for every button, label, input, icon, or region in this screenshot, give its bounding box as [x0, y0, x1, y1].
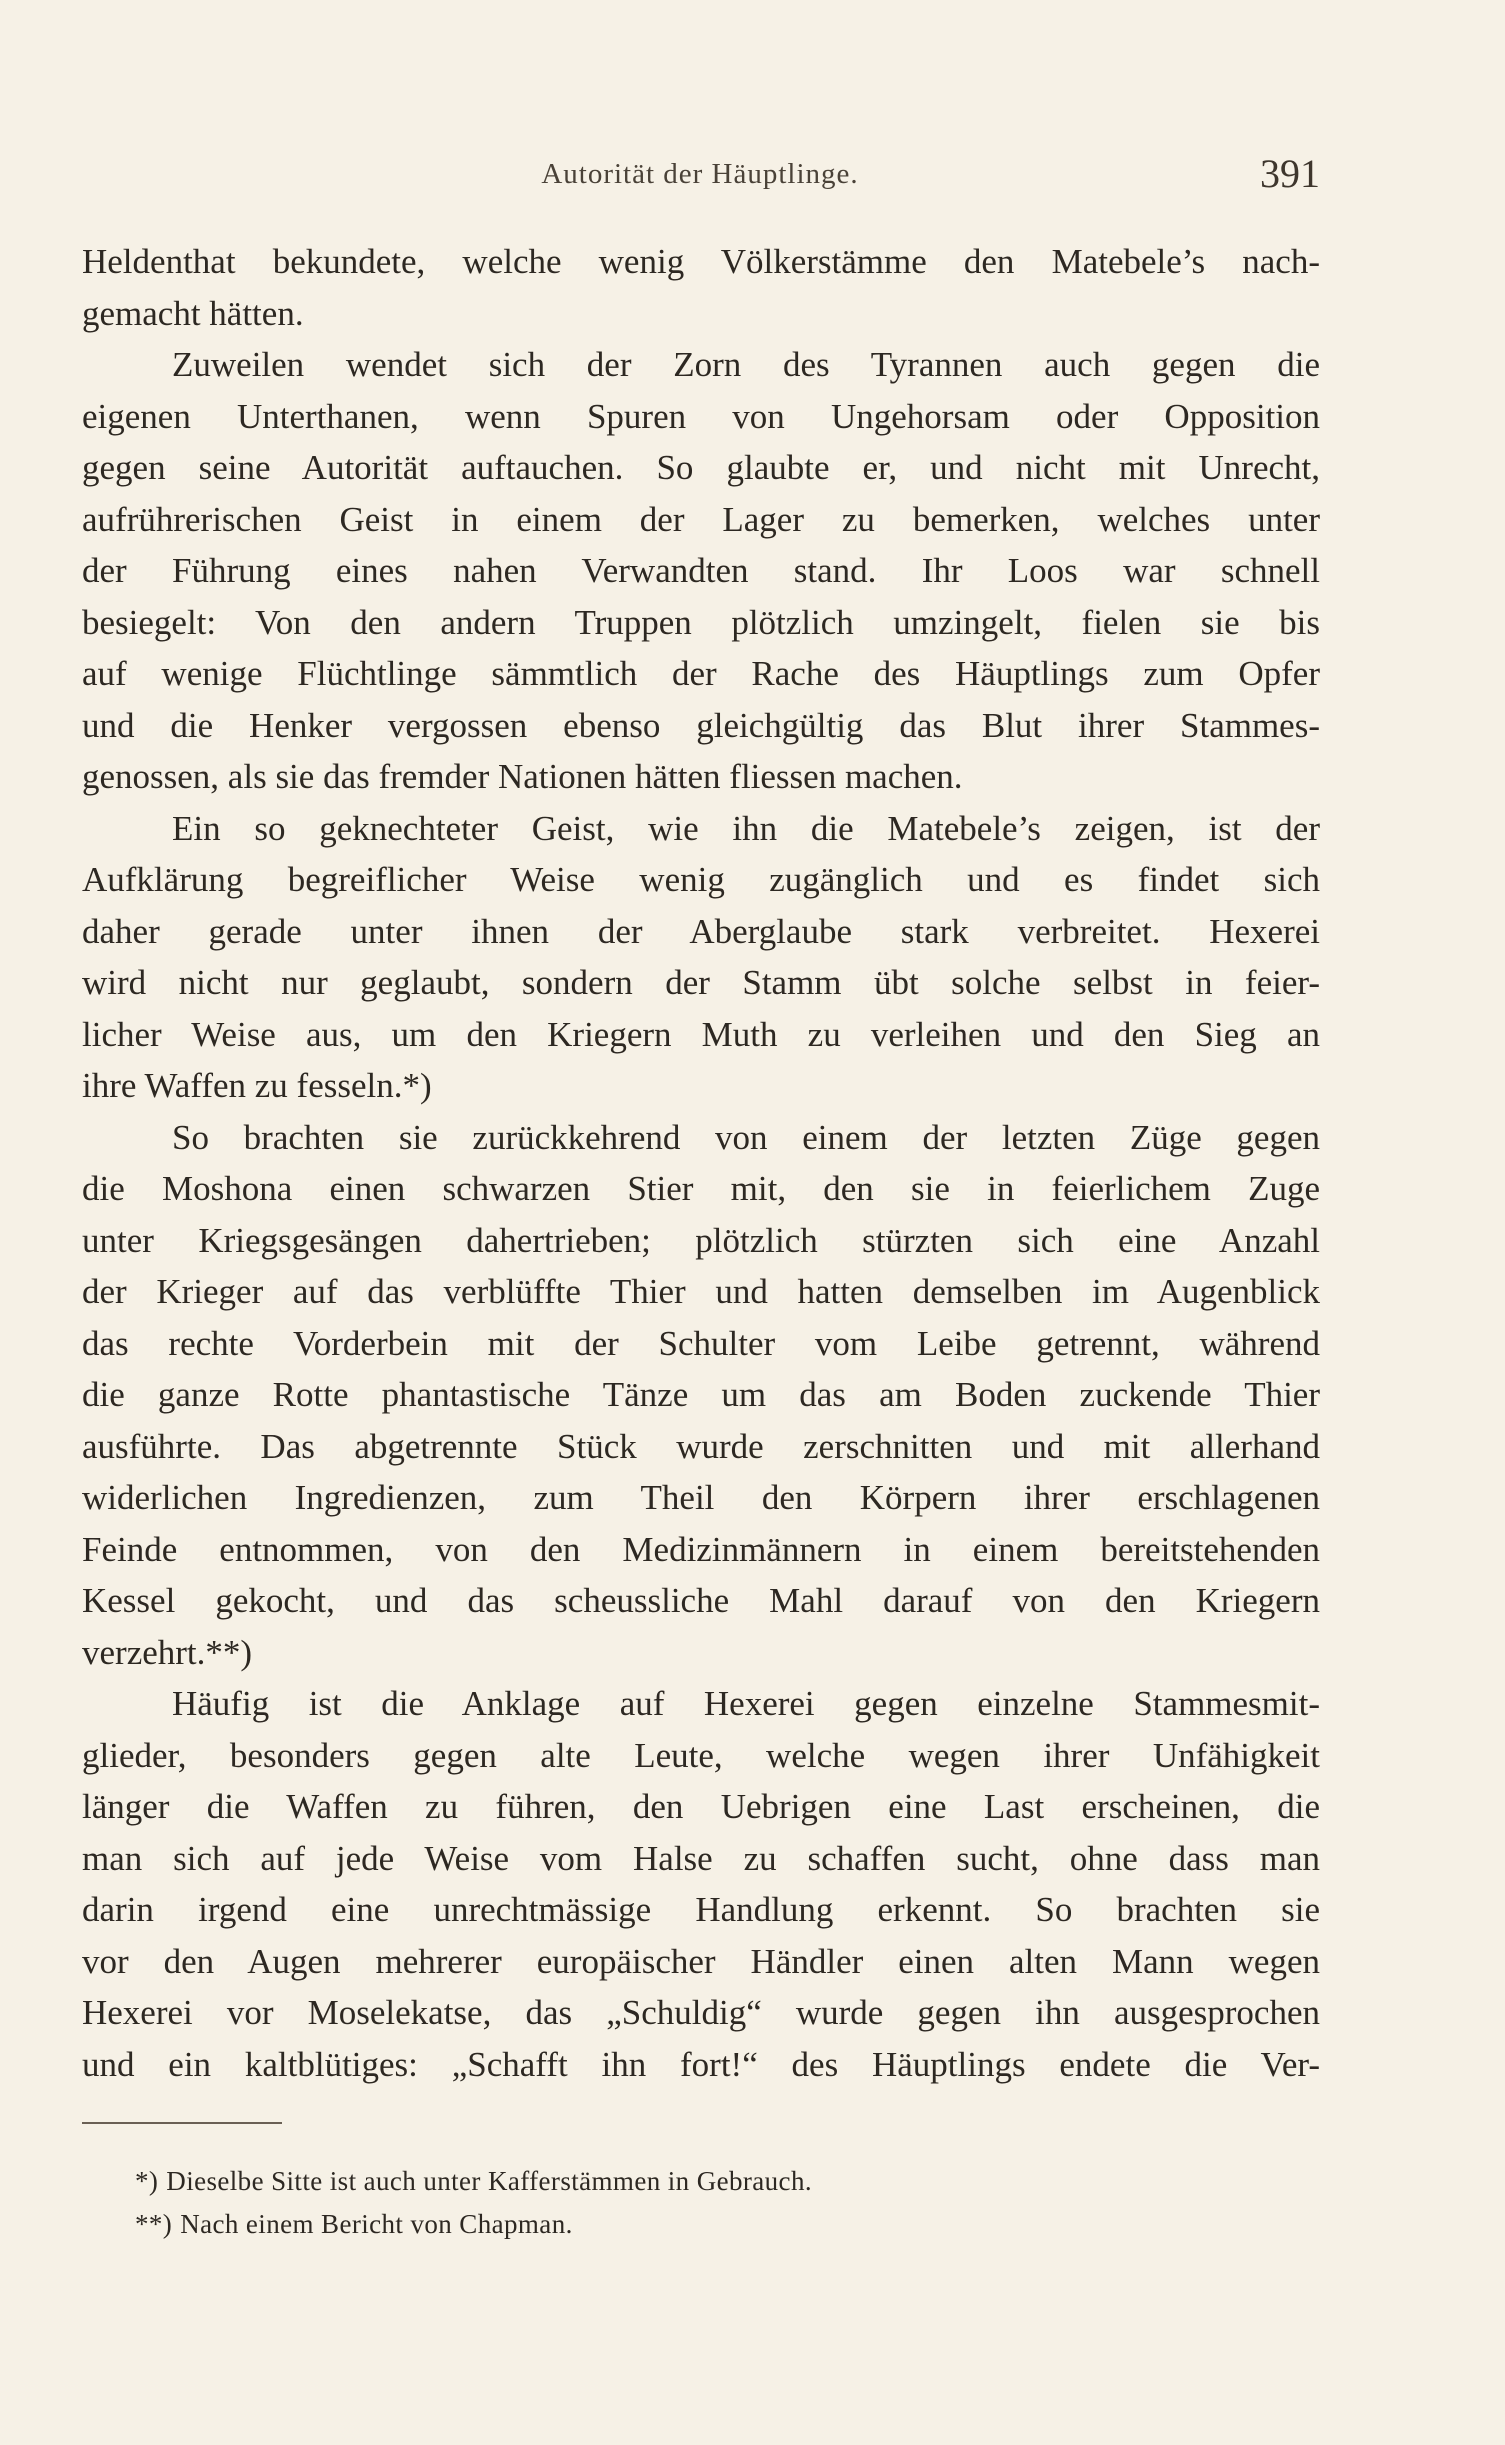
text-line: Hexerei vor Moselekatse, das „Schuldig“ wurde gegen ihn ausgesprochen [82, 1993, 1320, 2032]
footnote [135, 2160, 1235, 2203]
running-title: Autorität der Häuptlinge. [541, 158, 859, 190]
text-line: darin irgend eine unrechtmässige Handlung erkennt. So brachten sie [82, 1890, 1320, 1929]
text-line: daher gerade unter ihnen der Aberglaube stark verbreitet. Hexerei [82, 911, 1320, 951]
text-line: Häufig ist die Anklage auf Hexerei gegen einzelne Stammesmit- [172, 1684, 1320, 1723]
text-line: die Moshona einen schwarzen Stier mit, den sie in feierlichem Zuge [82, 1169, 1320, 1208]
text-line: und ein kaltblütiges: „Schafft ihn fort!“ des Häuptlings endete die Ver- [82, 2044, 1320, 2084]
text-line: ausführte. Das abgetrennte Stück wurde zerschnitten und mit allerhand [82, 1426, 1320, 1466]
text-line: gemacht hätten. [82, 293, 304, 333]
footnote-mark: **) [135, 2209, 173, 2239]
text-line: Heldenthat bekundete, welche wenig Völkerstämme den Matebele’s nach- [82, 242, 1320, 281]
page-number: 391 [1260, 151, 1320, 196]
text-line: das rechte Vorderbein mit der Schulter vom Leibe getrennt, während [82, 1323, 1320, 1363]
text-line: So brachten sie zurückkehrend von einem der letzten Züge gegen [172, 1117, 1320, 1157]
text-line: die ganze Rotte phantastische Tänze um das am Boden zuckende Thier [82, 1375, 1320, 1414]
text-line: der Krieger auf das verblüffte Thier und hatten demselben im Augenblick [82, 1272, 1320, 1311]
text-line: besiegelt: Von den andern Truppen plötzlich umzingelt, fielen sie bis [82, 602, 1320, 642]
footnote-text: Dieselbe Sitte ist auch unter Kafferstämmen in Gebrauch. [166, 2166, 812, 2196]
text-line: Ein so geknechteter Geist, wie ihn die Matebele’s zeigen, ist der [172, 808, 1320, 848]
text-line: ihre Waffen zu fesseln.*) [82, 1066, 432, 1105]
text-line: unter Kriegsgesängen dahertrieben; plötzlich stürzten sich eine Anzahl [82, 1220, 1320, 1260]
footnotes [135, 2160, 1235, 2246]
text-line: auf wenige Flüchtlinge sämmtlich der Rache des Häuptlings zum Opfer [82, 654, 1320, 693]
text-line: wird nicht nur geglaubt, sondern der Stamm übt solche selbst in feier- [82, 963, 1320, 1002]
footnote-text: Nach einem Bericht von Chapman. [180, 2209, 573, 2239]
footnote-mark: *) [135, 2166, 159, 2196]
text-line: licher Weise aus, um den Kriegern Muth zu verleihen und den Sieg an [82, 1014, 1320, 1054]
text-line: Aufklärung begreiflicher Weise wenig zugänglich und es findet sich [82, 860, 1320, 899]
text-line: der Führung eines nahen Verwandten stand. Ihr Loos war schnell [82, 551, 1320, 590]
running-head [80, 150, 1320, 200]
text-line: gegen seine Autorität auftauchen. So glaubte er, und nicht mit Unrecht, [82, 448, 1320, 487]
text-line: verzehrt.**) [82, 1632, 253, 1672]
text-line: Kessel gekocht, und das scheussliche Mahl darauf von den Kriegern [82, 1581, 1320, 1620]
text-line: genossen, als sie das fremder Nationen hätten fliessen machen. [82, 757, 963, 796]
text-line: vor den Augen mehrerer europäischer Händler einen alten Mann wegen [82, 1941, 1320, 1981]
text-line: eigenen Unterthanen, wenn Spuren von Ungehorsam oder Opposition [82, 396, 1320, 436]
text-line: Zuweilen wendet sich der Zorn des Tyrannen auch gegen die [172, 345, 1320, 384]
text-line: länger die Waffen zu führen, den Uebrigen eine Last erscheinen, die [82, 1787, 1320, 1826]
footnote [135, 2203, 1235, 2246]
body-text [82, 236, 1320, 2090]
footnote-rule [82, 2122, 282, 2124]
text-line: und die Henker vergossen ebenso gleichgültig das Blut ihrer Stammes- [82, 705, 1320, 745]
text-line: aufrührerischen Geist in einem der Lager zu bemerken, welches unter [82, 499, 1320, 539]
text-line: glieder, besonders gegen alte Leute, welche wegen ihrer Unfähigkeit [82, 1735, 1320, 1775]
text-line: Feinde entnommen, von den Medizinmännern in einem bereitstehenden [82, 1529, 1320, 1569]
text-line: man sich auf jede Weise vom Halse zu schaffen sucht, ohne dass man [82, 1838, 1320, 1878]
text-line: widerlichen Ingredienzen, zum Theil den Körpern ihrer erschlagenen [82, 1478, 1320, 1517]
